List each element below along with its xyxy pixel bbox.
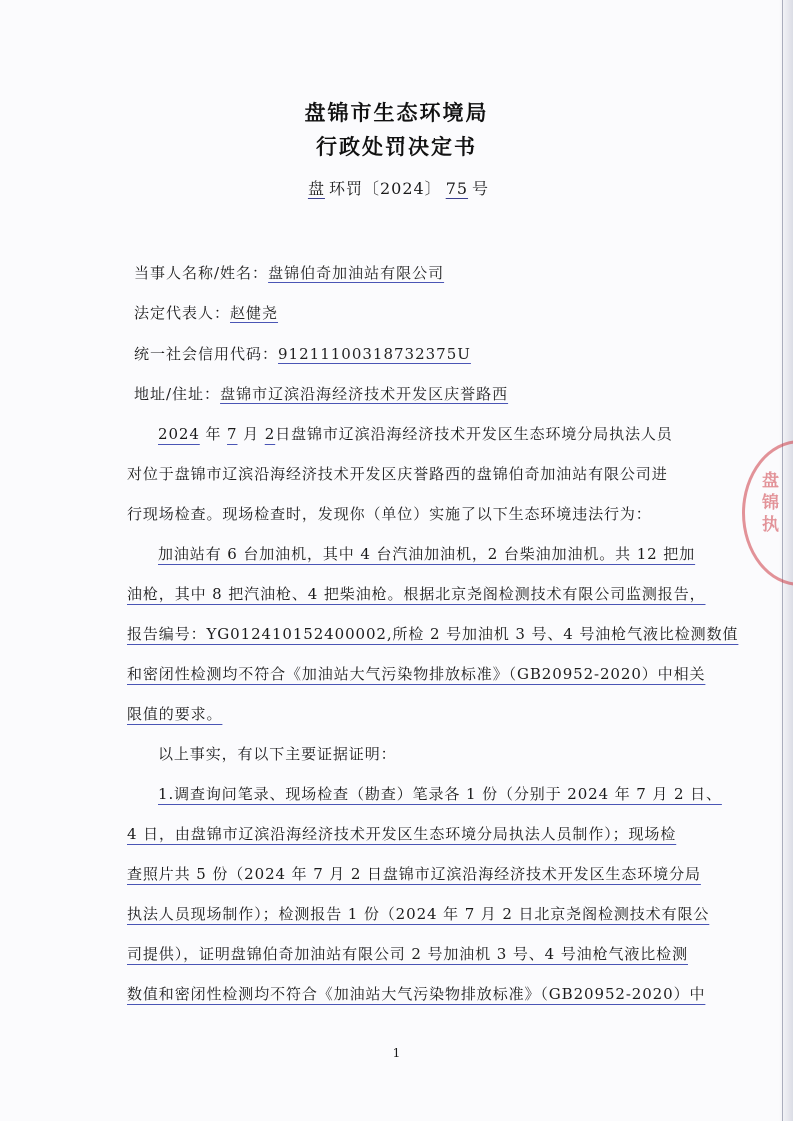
date-month-unit: 月: [243, 425, 260, 443]
paragraph-line: 执法人员现场制作）；检测报告 1 份（2024 年 7 月 2 日北京尧阁检测技术有限公: [127, 905, 710, 923]
address-label: 地址/住址：: [134, 385, 221, 403]
paragraph-line: 4 日，由盘锦市辽滨沿海经济技术开发区生态环境分局执法人员制作）；现场检: [127, 825, 677, 843]
paragraph-line: 油枪，其中 8 把汽油枪、4 把柴油枪。根据北京尧阁检测技术有限公司监测报告，: [127, 585, 706, 603]
agency-title: 盘锦市生态环境局: [304, 100, 489, 125]
date-day: 2: [264, 425, 276, 443]
legal-rep-value: 赵健尧: [230, 304, 279, 322]
paragraph-line: 数值和密闭性检测均不符合《加油站大气污染物排放标准》（GB20952-2020）中: [127, 985, 706, 1003]
paragraph-line: 限值的要求。: [127, 705, 223, 723]
document-number: [0, 176, 793, 199]
credit-code-row: [134, 343, 471, 364]
address-row: [134, 383, 508, 404]
paragraph-line: 对位于盘锦市辽滨沿海经济技术开发区庆誉路西的盘锦伯奇加油站有限公司进: [127, 465, 668, 483]
party-name-value: 盘锦伯奇加油站有限公司: [268, 264, 445, 282]
paragraph-line: 以上事实，有以下主要证据证明：: [158, 745, 397, 763]
legal-rep-row: [134, 302, 278, 323]
page-number: 1: [392, 1046, 401, 1060]
date-month: 7: [227, 425, 238, 443]
docno-number: 75: [445, 179, 469, 198]
paragraph-line: [158, 423, 673, 444]
docno-prefix: 盘: [307, 179, 325, 198]
paragraph-line: 加油站有 6 台加油机，其中 4 台汽油加油机，2 台柴油加油机。共 12 把加: [158, 545, 696, 563]
address-value: 盘锦市辽滨沿海经济技术开发区庆誉路西: [220, 385, 509, 403]
credit-code-label: 统一社会信用代码：: [134, 345, 279, 363]
date-year-unit: 年: [205, 425, 222, 443]
docno-suffix: 号: [472, 179, 490, 198]
paragraph-line: 1.调查询问笔录、现场检查（勘查）笔录各 1 份（分别于 2024 年 7 月 2 日、: [158, 785, 722, 803]
p1-line1-rest: 日盘锦市辽滨沿海经济技术开发区生态环境分局执法人员: [275, 425, 673, 443]
legal-rep-label: 法定代表人：: [134, 304, 231, 322]
paragraph-line: 司提供），证明盘锦伯奇加油站有限公司 2 号加油机 3 号、4 号油枪气液比检测: [127, 945, 688, 963]
paragraph-line: 查照片共 5 份（2024 年 7 月 2 日盘锦市辽滨沿海经济技术开发区生态环境分局: [127, 865, 701, 883]
credit-code-value: 91211100318732375U: [278, 345, 471, 363]
paragraph-line: 和密闭性检测均不符合《加油站大气污染物排放标准》（GB20952-2020）中相关: [127, 665, 706, 683]
party-name-label: 当事人名称/姓名：: [134, 264, 269, 282]
docno-middle: 环罚〔2024〕: [328, 179, 442, 198]
paragraph-line: 报告编号：YG012410152400002,所检 2 号加油机 3 号、4 号油枪气液比检测数值: [127, 625, 739, 643]
date-year: 2024: [158, 425, 200, 443]
official-seal-text: 盘锦执: [762, 471, 779, 535]
document-title: 行政处罚决定书: [316, 134, 477, 159]
party-name-row: [134, 262, 444, 283]
paragraph-line: 行现场检查。现场检查时，发现你（单位）实施了以下生态环境违法行为：: [127, 505, 652, 523]
